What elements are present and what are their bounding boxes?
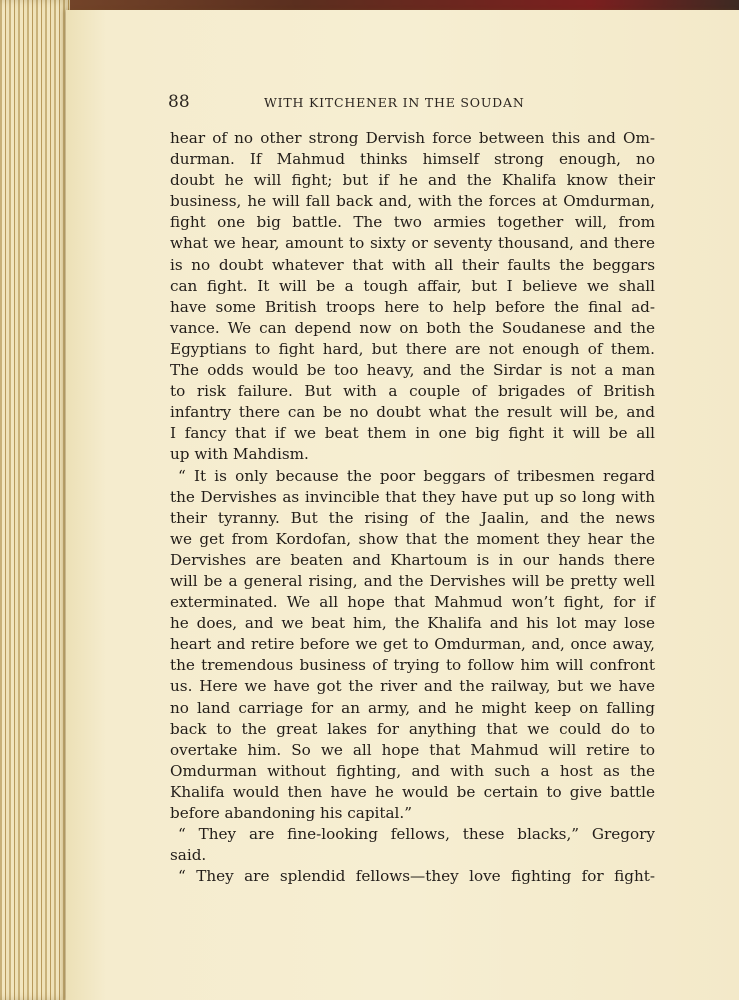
text-line: Egyptians to fight hard, but there are not enough of them. [170, 339, 655, 358]
text-line: back to the great lakes for anything that we could do to [170, 719, 655, 738]
running-title: WITH KITCHENER IN THE SOUDAN [264, 95, 525, 110]
text-line: is no doubt whatever that with all their faults the beggars [170, 255, 655, 274]
text-line: I fancy that if we beat them in one big fight it will be all [170, 424, 655, 443]
text-line: the Dervishes as invincible that they have put up so long with [170, 487, 655, 506]
text-line: up with Mahdism. [170, 445, 309, 464]
text-line: no land carriage for an army, and he might keep on falling [170, 698, 655, 717]
text-line: we get from Kordofan, show that the moment they hear the [170, 529, 655, 548]
text-line: us. Here we have got the river and the railway, but we have [170, 677, 655, 696]
text-line: can fight. It will be a tough affair, but I believe we shall [170, 276, 655, 295]
text-line: hear of no other strong Dervish force between this and Om- [170, 129, 655, 147]
text-line: the tremendous business of trying to follow him will confront [170, 656, 655, 675]
text-line: he does, and we beat him, the Khalifa and his lot may lose [170, 614, 655, 633]
text-line: have some British troops here to help before the final ad- [170, 297, 655, 316]
text-line: said. [170, 846, 207, 865]
text-line: “ It is only because the poor beggars of tribesmen regard [178, 466, 655, 485]
text-line: Khalifa would then have he would be certain to give battle [170, 782, 655, 801]
body-text [170, 128, 655, 887]
text-line: business, he will fall back and, with the forces at Omdurman, [170, 192, 655, 211]
text-line: infantry there can be no doubt what the result will be, and [170, 403, 655, 422]
text-line: will be a general rising, and the Dervishes will be pretty well [170, 571, 655, 590]
text-line: what we hear, amount to sixty or seventy thousand, and there [170, 234, 655, 253]
text-line: “ They are splendid fellows—they love fighting for fight- [178, 867, 655, 886]
text-line: overtake him. So we all hope that Mahmud will retire to [170, 740, 655, 759]
text-line: The odds would be too heavy, and the Sirdar is not a man [170, 361, 655, 380]
text-line: Omdurman without fighting, and with such a host as the [170, 761, 655, 780]
book-cover-edge [0, 0, 739, 10]
text-line: before abandoning his capital.” [170, 804, 413, 822]
page-number: 88 [168, 92, 190, 112]
text-line: heart and retire before we get to Omdurman, and, once away, [170, 635, 655, 654]
text-line: Dervishes are beaten and Khartoum is in our hands there [170, 550, 655, 569]
text-line: to risk failure. But with a couple of brigades of British [170, 382, 655, 401]
text-line: durman. If Mahmud thinks himself strong enough, no [170, 150, 655, 169]
text-line: doubt he will fight; but if he and the Khalifa know their [170, 171, 655, 190]
text-line: “ They are fine-looking fellows, these blacks,” Gregory [178, 825, 655, 844]
page-edges [0, 0, 70, 1000]
text-line: vance. We can depend now on both the Soudanese and the [170, 318, 655, 337]
page-header [168, 92, 655, 116]
text-line: their tyranny. But the rising of the Jaalin, and the news [170, 508, 655, 527]
text-line: exterminated. We all hope that Mahmud won’t fight, for if [170, 593, 655, 612]
text-line: fight one big battle. The two armies together will, from [170, 213, 655, 232]
